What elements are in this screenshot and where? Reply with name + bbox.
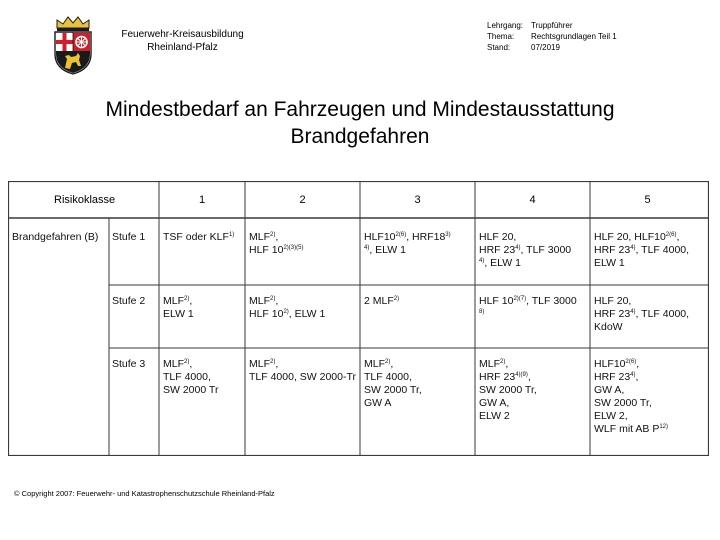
category-label: Brandgefahren (B) — [12, 231, 99, 243]
org-name-line2: Rheinland-Pfalz — [147, 42, 218, 53]
page-title-line1: Mindestbedarf an Fahrzeugen und Mindestausstattung — [105, 98, 615, 121]
column-header-3: 3 — [414, 194, 421, 206]
meta-value: Truppführer — [531, 21, 573, 30]
stage-label-2: Stufe 2 — [112, 295, 146, 307]
stage-label-3: Stufe 3 — [112, 358, 146, 370]
risk-class-header: Risikoklasse — [54, 194, 116, 206]
table-cell: HLF 20, HRF 23$^{4)}$, TLF 4000, KdoW — [594, 295, 690, 333]
meta-key: Thema: — [487, 32, 515, 41]
table-cell: MLF$^{2)}$, TLF 4000, SW 2000 Tr, GW A — [364, 358, 422, 409]
meta-date-row — [487, 42, 617, 53]
column-header-4: 4 — [529, 194, 536, 206]
meta-key: Lehrgang: — [487, 21, 524, 30]
table-cell: $HLF10^{2(6)}$, HRF 23$^{4)}$, GW A, SW 2000 Tr, ELW 2, WLF mit AB $P^{12)}$ — [594, 358, 669, 435]
meta-value: 07/2019 — [531, 43, 560, 52]
table-cell: MLF$^{2)}$, HLF $10^{2)(3)(5)}$ — [249, 231, 304, 256]
table-cell: MLF$^{2)}$, ELW 1 — [163, 295, 194, 320]
table-cell: HLF 20, HRF 23$^{4)}$, TLF 3000 $^{4)}$, ELW 1 — [479, 231, 572, 269]
meta-key: Stand: — [487, 43, 511, 52]
table-cell: MLF$^{2)}$, TLF 4000, SW 2000-Tr — [249, 358, 356, 383]
table-cell: HLF $10^{2)(7)}$, TLF 3000 $^{8)}$ — [479, 295, 577, 315]
table-cell: MLF$^{2)}$, TLF 4000, SW 2000 Tr — [163, 358, 219, 396]
meta-topic-row — [487, 31, 617, 42]
column-header-1: 1 — [198, 194, 206, 206]
org-name-line1: Feuerwehr-Kreisausbildung — [121, 29, 244, 40]
stage-label-1: Stufe 1 — [112, 231, 146, 243]
column-header-2: 2 — [299, 194, 306, 206]
course-meta — [487, 20, 617, 53]
table-cell: TSF oder KLF$^{1)}$ — [163, 231, 235, 243]
rheinland-pfalz-coat-of-arms-icon — [51, 14, 95, 76]
table-cell: HLF 20, $HLF10^{2(6)}$, HRF 23$^{4)}$, TLF 4000, ELW 1 — [594, 231, 690, 269]
meta-value: Rechtsgrundlagen Teil 1 — [531, 32, 617, 41]
table-cell: MLF$^{2)}$, HRF $23^{4)(9)}$, SW 2000 Tr, GW A, ELW 2 — [479, 358, 537, 422]
column-header-5: 5 — [644, 194, 651, 206]
table-cell: $HLF10^{2(6)}$, HRF18$^{3)}$ $^{4)}$, ELW 1 — [364, 231, 451, 256]
meta-course-row — [487, 20, 617, 31]
table-cell: MLF$^{2)}$, HLF 10$^{2)}$, ELW 1 — [249, 295, 326, 320]
table-cell: 2 MLF$^{2)}$ — [364, 295, 400, 307]
page-title-line2: Brandgefahren — [290, 125, 430, 148]
copyright-footer: © Copyright 2007: Feuerwehr- und Katastrophenschutzschule Rheinland-Pfalz — [14, 489, 275, 498]
